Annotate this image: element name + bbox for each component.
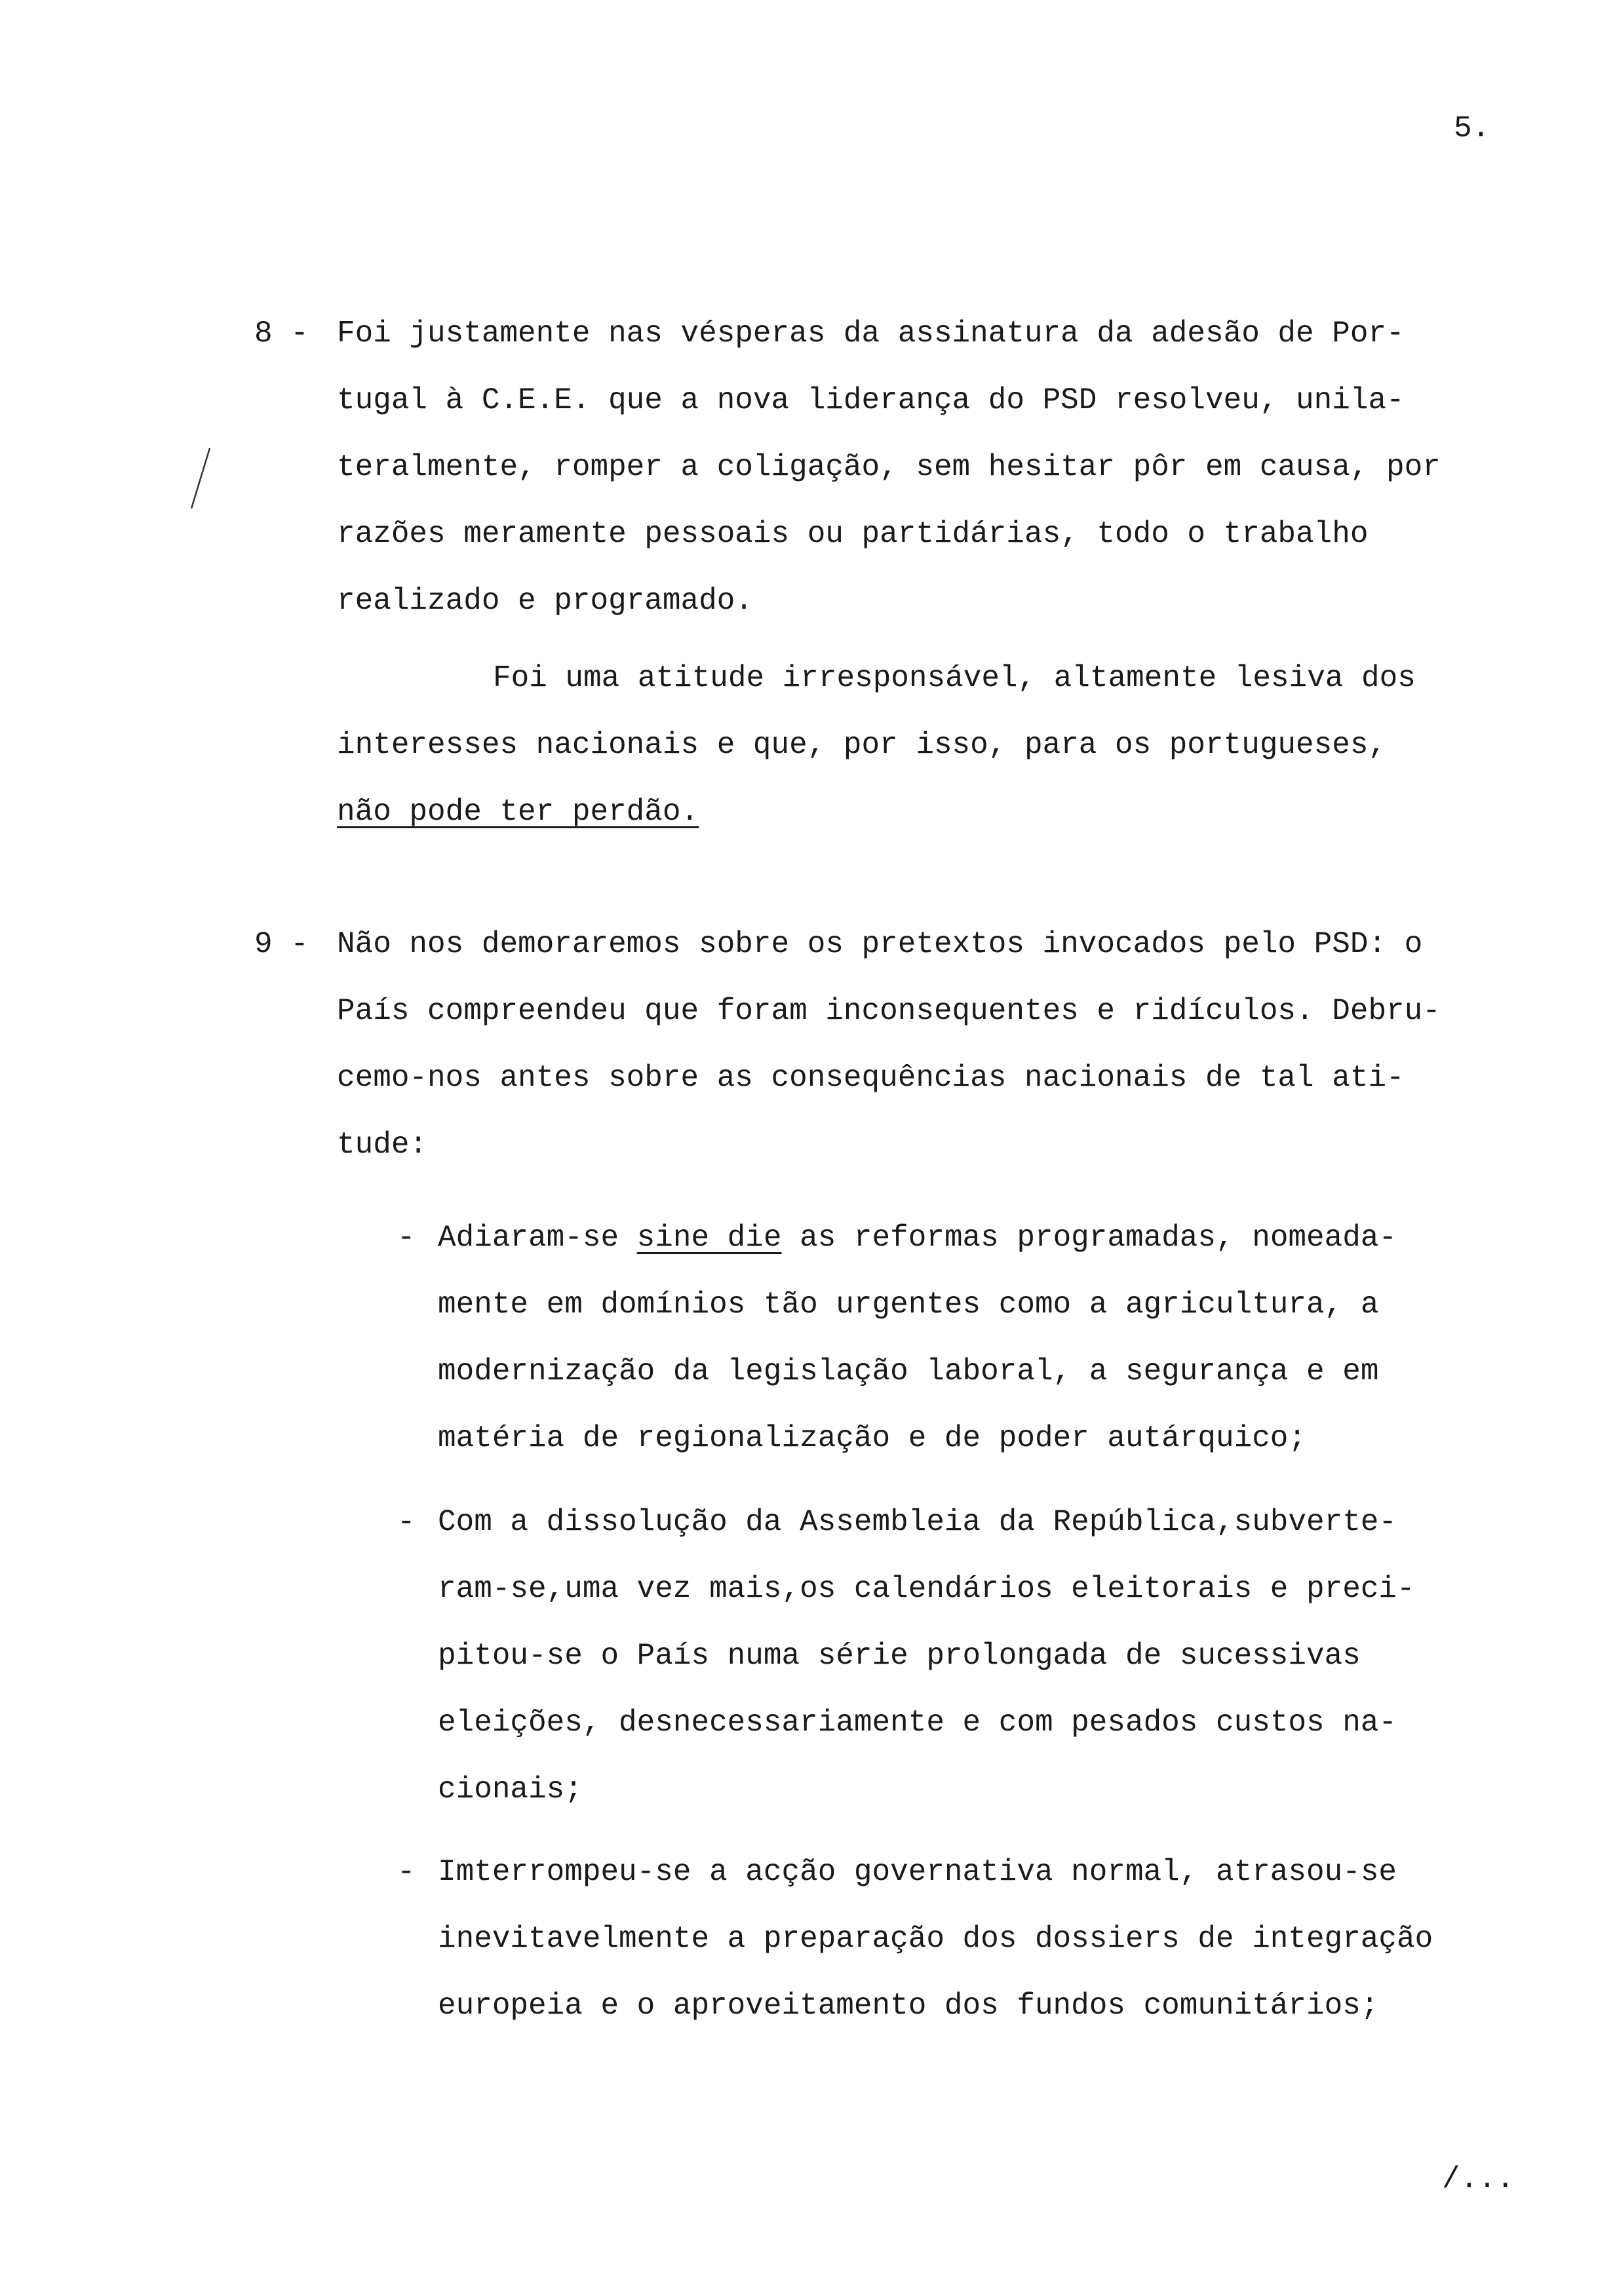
bullet-1-line-2: mente em domínios tão urgentes como a agricultura, a [438, 1288, 1379, 1322]
section-8-line-3: teralmente, romper a coligação, sem hesitar pôr em causa, por [337, 450, 1441, 484]
section-9-number: 9 - [254, 927, 309, 961]
section-8-emphasis: não pode ter perdão. [337, 795, 699, 829]
bullet-1-line-1 [438, 1223, 1397, 1253]
bullet-3-line-2: inevitavelmente a preparação dos dossiers de integração [438, 1922, 1433, 1956]
bullet-2-line-1: Com a dissolução da Assembleia da República,subverte- [438, 1505, 1397, 1539]
bullet-3-dash: - [397, 1855, 416, 1889]
bullet-3-line-1: Imterrompeu-se a acção governativa normal, atrasou-se [438, 1855, 1397, 1889]
section-8-line-5: realizado e programado. [337, 584, 753, 618]
margin-slash-mark [187, 446, 214, 511]
bullet-1-post: as reformas programadas, nomeada- [781, 1221, 1397, 1255]
bullet-3-line-3: europeia e o aproveitamento dos fundos comunitários; [438, 1989, 1379, 2023]
section-8-para2-line-2: interesses nacionais e que, por isso, para os portugueses, [337, 728, 1387, 762]
bullet-2-line-2: ram-se,uma vez mais,os calendários eleitorais e preci- [438, 1572, 1415, 1606]
bullet-1-dash: - [397, 1221, 416, 1255]
bullet-1-line-3: modernização da legislação laboral, a segurança e em [438, 1354, 1379, 1388]
bullet-1-pre: Adiaram-se [438, 1221, 637, 1255]
section-8-line-2: tugal à C.E.E. que a nova liderança do PSD resolveu, unila- [337, 383, 1405, 417]
bullet-2-line-4: eleições, desnecessariamente e com pesados custos na- [438, 1706, 1397, 1740]
bullet-1-latin-phrase: sine die [636, 1221, 782, 1255]
page-number: 5. [1454, 111, 1490, 145]
section-9-line-2: País compreendeu que foram inconsequentes e ridículos. Debru- [337, 994, 1441, 1028]
section-9-line-1: Não nos demoraremos sobre os pretextos invocados pelo PSD: o [337, 927, 1423, 961]
bullet-2-line-5: cionais; [438, 1772, 583, 1807]
section-9-line-4: tude: [337, 1128, 428, 1162]
continuation-mark: /... [1442, 2162, 1515, 2196]
bullet-1-line-4: matéria de regionalização e de poder autárquico; [438, 1421, 1307, 1455]
section-8-para2-line-1: Foi uma atitude irresponsável, altamente lesiva dos [493, 661, 1416, 695]
section-8-line-1: Foi justamente nas vésperas da assinatura da adesão de Por- [337, 316, 1405, 351]
bullet-2-dash: - [397, 1505, 416, 1539]
section-9-line-3: cemo-nos antes sobre as consequências nacionais de tal ati- [337, 1061, 1405, 1095]
section-8-number: 8 - [254, 316, 309, 351]
bullet-2-line-3: pitou-se o País numa série prolongada de sucessivas [438, 1639, 1361, 1673]
section-8-line-4: razões meramente pessoais ou partidárias, todo o trabalho [337, 517, 1369, 551]
